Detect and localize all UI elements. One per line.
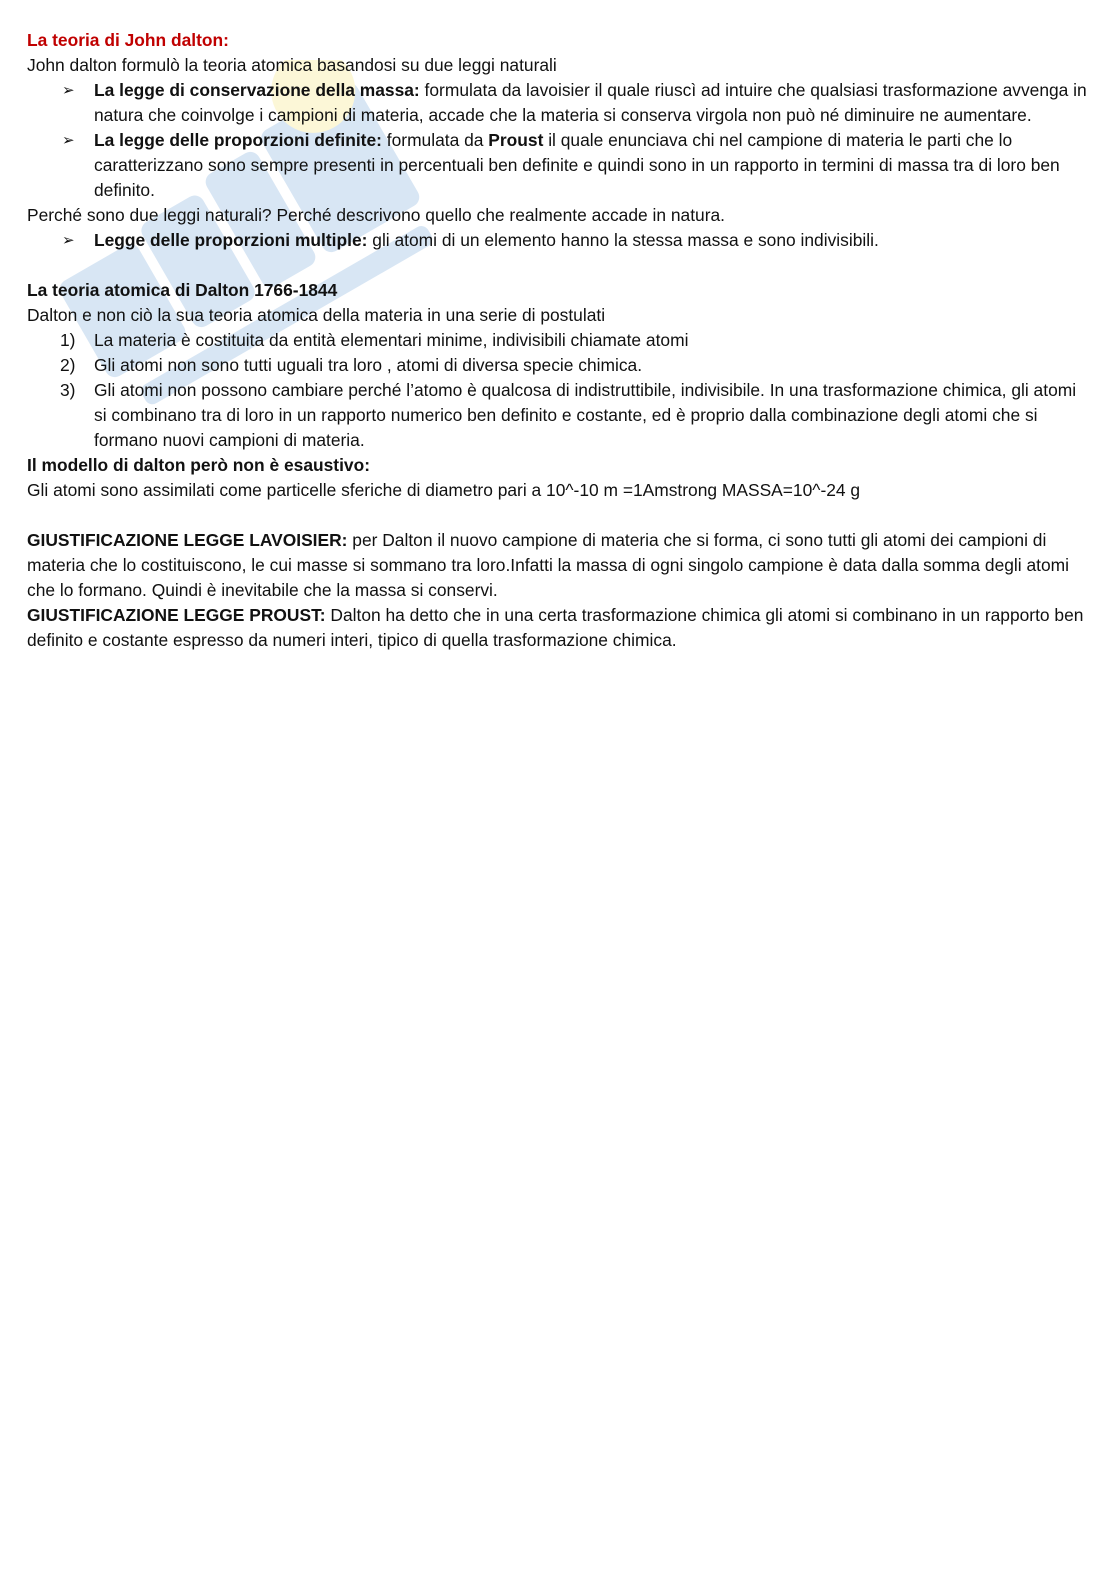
bullet-text: formulata da (381, 130, 489, 150)
item-number: 3) (60, 380, 76, 400)
bullet-item (27, 228, 1087, 253)
section-title-john-dalton: La teoria di John dalton: (27, 30, 229, 50)
arrow-bullet-icon: ➢ (62, 132, 75, 149)
bullet-bold-label: La legge delle proporzioni definite: (94, 130, 382, 150)
question-line: Perché sono due leggi naturali? Perché descrivono quello che realmente accade in natura. (27, 205, 726, 225)
spacer (27, 503, 1087, 528)
bullet-text: formulata da lavoisier il quale riuscì ad intuire che qualsiasi trasformazione avvenga in natura che coinvolge i campioni di materia, accade che la materia si conserva virgola non può né diminuire ne aumentare. (94, 80, 1087, 125)
lavoisier-justification (27, 528, 1087, 603)
numbered-item (27, 353, 1087, 378)
lavoisier-label: GIUSTIFICAZIONE LEGGE LAVOISIER: (27, 530, 348, 550)
section-intro: Dalton e non ciò la sua teoria atomica della materia in una serie di postulati (27, 305, 606, 325)
numbered-item (27, 378, 1087, 453)
arrow-bullet-icon: ➢ (62, 82, 75, 99)
note-title: Il modello di dalton però non è esaustivo: (27, 455, 371, 475)
bullet-bold-label: La legge di conservazione della massa: (94, 80, 420, 100)
bullet-text: il quale enunciava chi nel campione di materia le parti che lo caratterizzano sono sempre presenti in percentuali ben definite e quindi sono in un rapporto in termini di massa tra di loro ben definito. (94, 130, 1060, 200)
bullet-bold-name: Proust (488, 130, 544, 150)
item-number: 2) (60, 355, 76, 375)
numbered-item (27, 328, 1087, 353)
note-text: Gli atomi sono assimilati come particelle sferiche di diametro pari a 10^-10 m =1Amstrong MASSA=10^-24 g (27, 480, 861, 500)
spacer (27, 253, 1087, 278)
section-title-atomic-theory: La teoria atomica di Dalton 1766-1844 (27, 280, 338, 300)
proust-text: Dalton ha detto che in una certa trasformazione chimica gli atomi si combinano in un rapporto ben definito e costante espresso da numeri interi, tipico di quella trasformazione chimica. (27, 605, 1084, 650)
document-body (27, 28, 1087, 653)
lavoisier-text: per Dalton il nuovo campione di materia che si forma, ci sono tutti gli atomi dei campioni di materia che lo costituiscono, le cui masse si sommano tra loro.Infatti la massa di ogni singolo campione è data dalla somma degli atomi che lo formano. Quindi è inevitabile che la massa si conservi. (27, 530, 1070, 600)
proust-justification (27, 603, 1087, 653)
item-text: Gli atomi non sono tutti uguali tra loro , atomi di diversa specie chimica. (94, 355, 643, 375)
item-text: La materia è costituita da entità elementari minime, indivisibili chiamate atomi (94, 330, 689, 350)
bullet-bold-label: Legge delle proporzioni multiple: (94, 230, 368, 250)
arrow-bullet-icon: ➢ (62, 232, 75, 249)
proust-label: GIUSTIFICAZIONE LEGGE PROUST: (27, 605, 326, 625)
bullet-item (27, 78, 1087, 128)
bullet-text: gli atomi di un elemento hanno la stessa massa e sono indivisibili. (367, 230, 879, 250)
bullet-item (27, 128, 1087, 203)
item-text: Gli atomi non possono cambiare perché l’atomo è qualcosa di indistruttibile, indivisibile. In una trasformazione chimica, gli atomi si combinano tra di loro in un rapporto numerico ben definito e costante, ed è proprio dalla combinazione degli atomi che si formano nuovi campioni di materia. (94, 380, 1077, 450)
section-intro: John dalton formulò la teoria atomica basandosi su due leggi naturali (27, 55, 557, 75)
item-number: 1) (60, 330, 76, 350)
